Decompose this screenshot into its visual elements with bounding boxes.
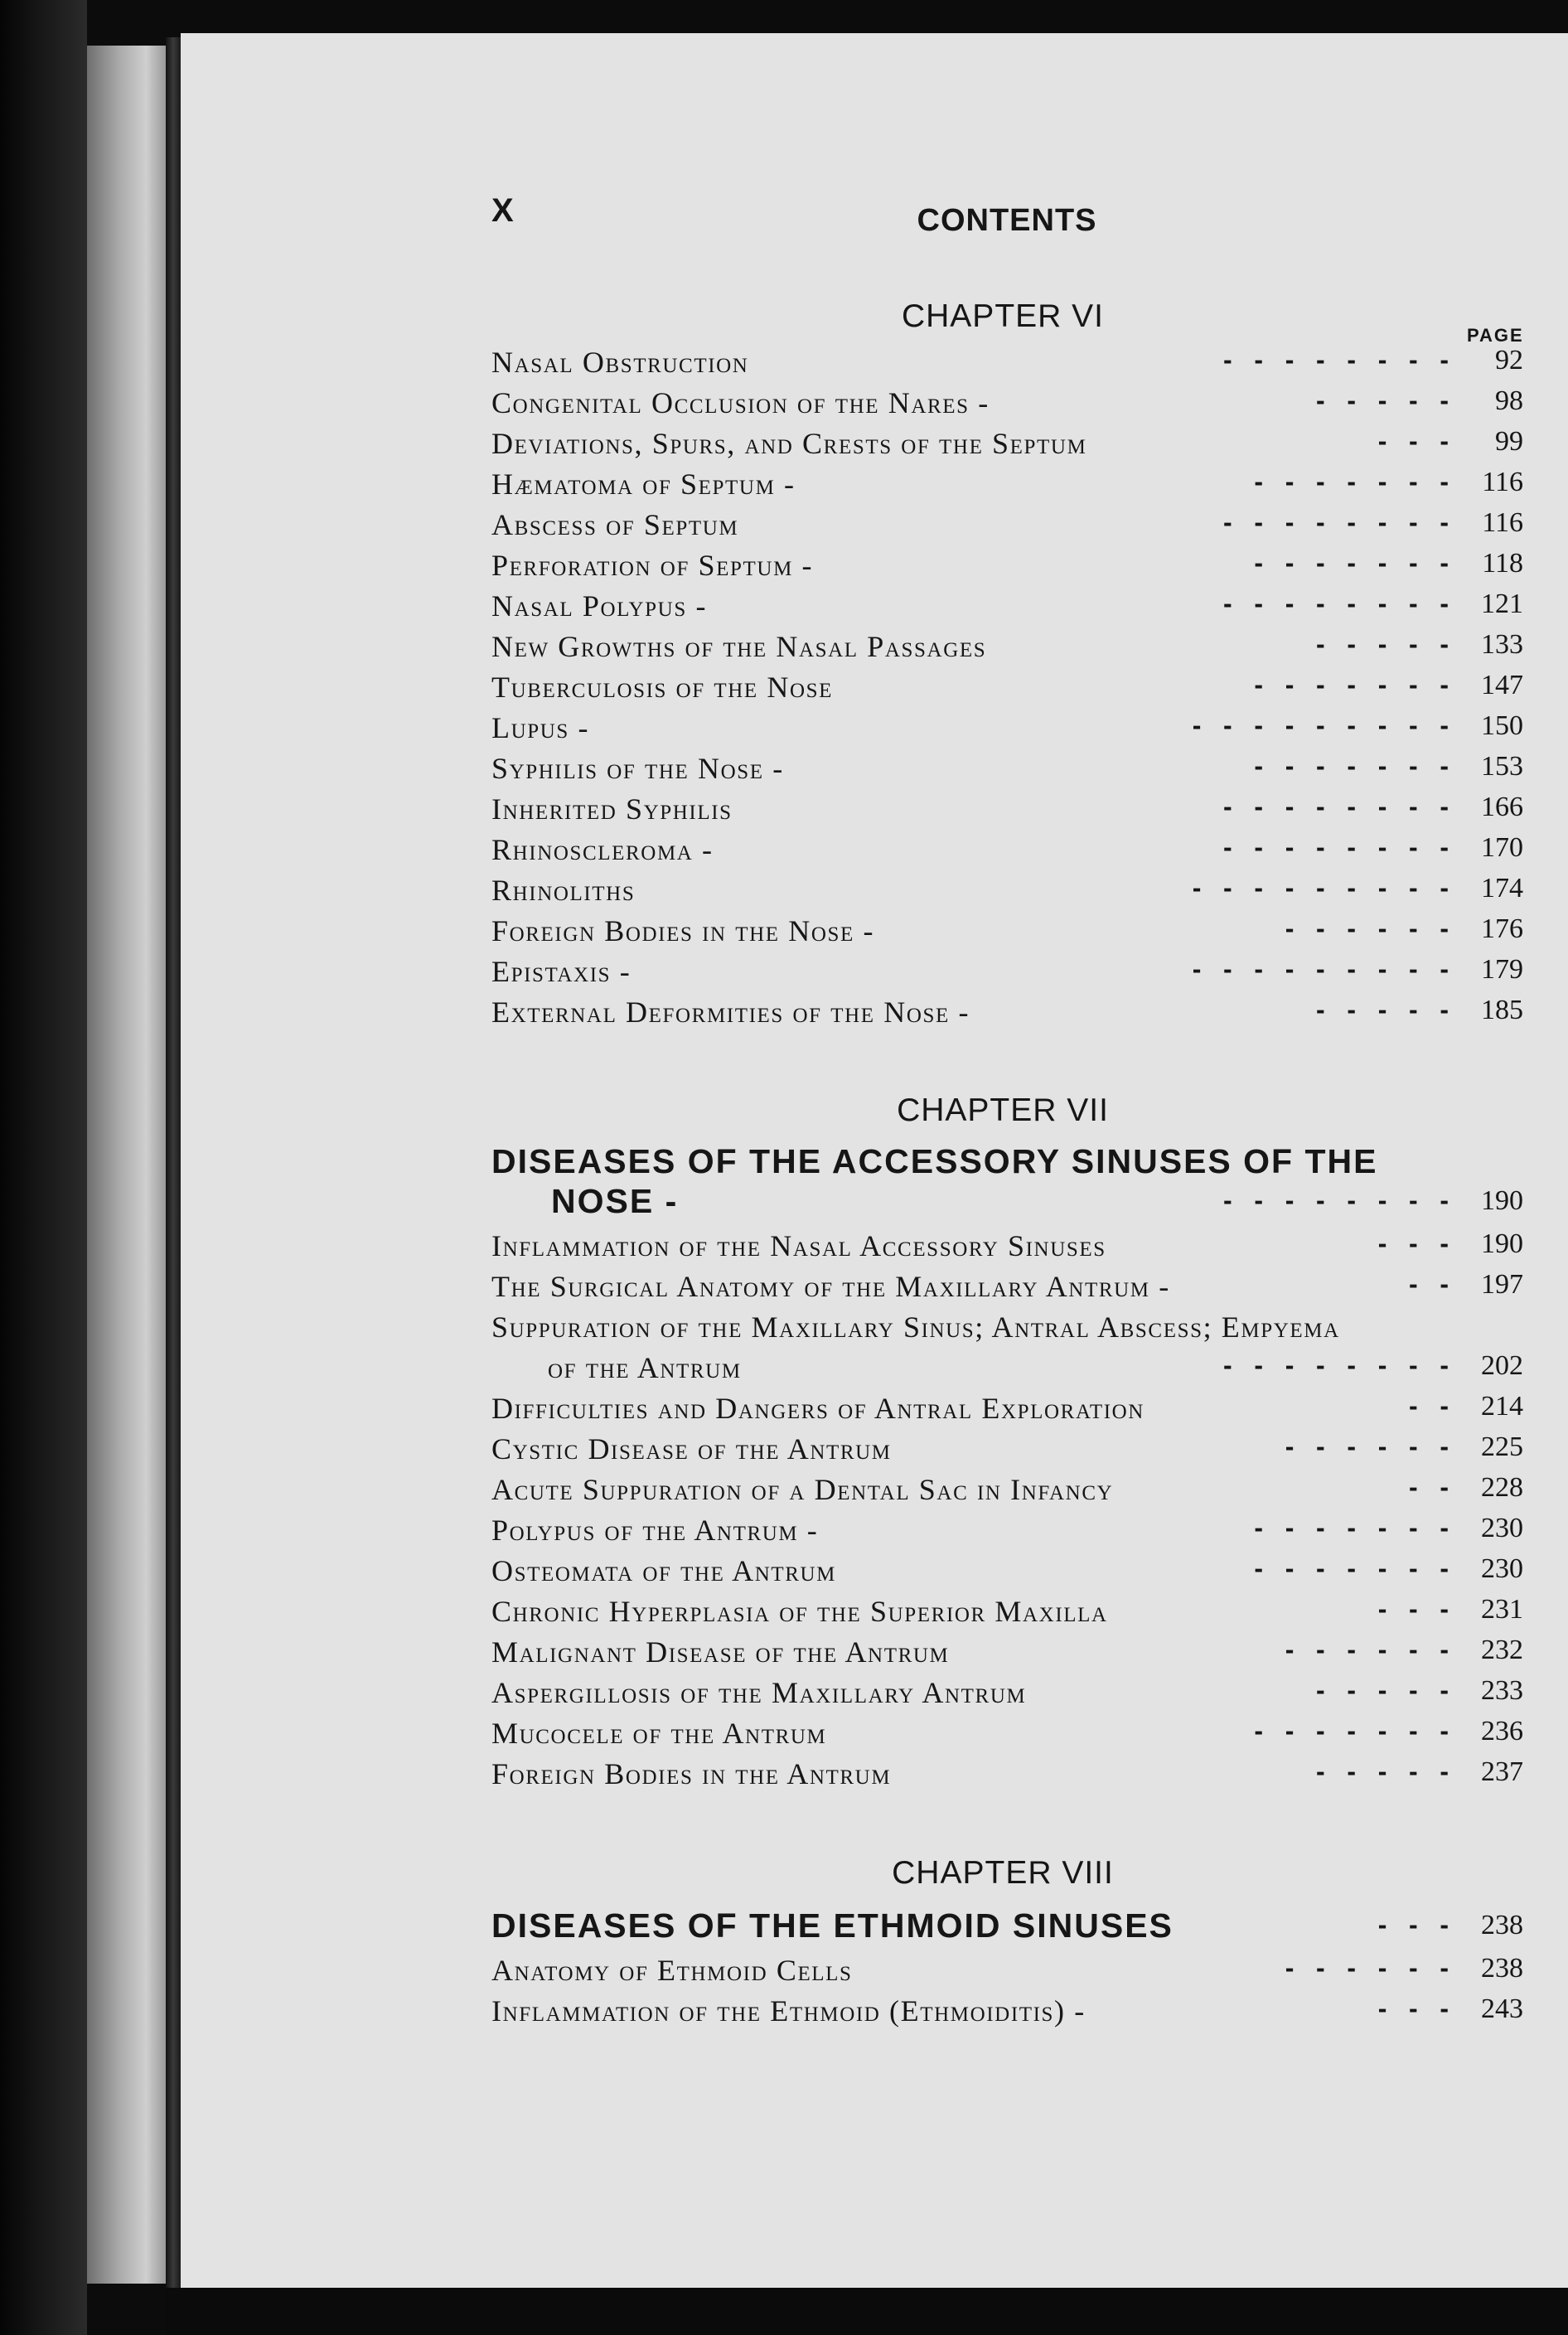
entry-page: 233 [1481,1675,1523,1706]
toc-entry [491,1993,1523,2032]
entry-title: Chronic Hyperplasia of the Superior Maxilla [491,1595,1108,1628]
toc-entry [491,548,1523,586]
entry-title: Syphilis of the Nose - [491,752,784,785]
entry-page: 185 [1481,995,1523,1025]
page-gutter [166,37,181,2292]
dot-leader: - - [1409,1269,1449,1299]
entry-title: of the Antrum [548,1351,742,1384]
dot-leader: - - - - - - - - [1223,1185,1449,1215]
entry-page: 202 [1481,1350,1523,1381]
toc-entry [491,751,1523,789]
toc-entry [491,1472,1523,1510]
toc-entry [491,1513,1523,1551]
entry-title: Aspergillosis of the Maxillary Antrum [491,1676,1027,1709]
entry-page: 228 [1481,1472,1523,1503]
dot-leader: - - - - - - - [1254,1513,1449,1543]
dot-leader: - - - [1377,1594,1449,1624]
toc-entry [491,1756,1523,1795]
entry-title: Polypus of the Antrum - [491,1514,819,1547]
dot-leader: - - - - - - - [1254,1716,1449,1746]
chapter-heading-vi: CHAPTER VI [901,298,1105,334]
dot-leader: - - - - - - - - - [1192,710,1449,740]
entry-page: 230 [1481,1553,1523,1584]
entry-page: 214 [1481,1391,1523,1422]
entry-page: 190 [1481,1185,1523,1216]
toc-entry [491,1310,1523,1348]
dot-leader: - - - - - - [1285,1432,1449,1461]
entry-page: 116 [1482,507,1523,538]
entry-page: 116 [1482,467,1523,497]
dot-leader: - - - - - [1316,629,1449,659]
dot-leader: - - - - - - - - [1223,345,1449,375]
entry-title: Foreign Bodies in the Antrum [491,1757,892,1790]
entry-title: Lupus - [491,711,590,744]
entry-page: 121 [1481,589,1523,619]
dot-leader: - - - - - - - - - [1192,954,1449,984]
toc-entry [491,1594,1523,1632]
entry-page: 231 [1481,1594,1523,1625]
toc-entry [491,1228,1523,1267]
entry-title: Difficulties and Dangers of Antral Exploration [491,1392,1145,1425]
dot-leader: - - - - - [1316,1756,1449,1786]
entry-page: 238 [1481,1910,1523,1940]
dot-leader: - - - - - - - - [1223,507,1449,537]
entry-title: Cystic Disease of the Antrum [491,1432,892,1465]
running-head: CONTENTS [917,203,1097,238]
page-folio: X [491,192,515,229]
dot-leader: - - - - - - - [1254,548,1449,578]
entry-page: 150 [1481,710,1523,741]
toc-entry [491,426,1523,464]
dot-leader: - - - - - [1316,1675,1449,1705]
entry-title: Acute Suppuration of a Dental Sac in Infancy [491,1473,1114,1506]
toc-entry [491,1350,1523,1388]
entry-title: Foreign Bodies in the Nose - [491,914,875,947]
dot-leader: - - - - - - - - [1223,832,1449,862]
entry-title: Mucocele of the Antrum [491,1717,827,1750]
scan-border-left [0,0,87,2335]
toc-entry [491,467,1523,505]
entry-title: Inflammation of the Ethmoid (Ethmoiditis) - [491,1994,1086,2027]
entry-page: 170 [1481,832,1523,863]
dot-leader: - - - [1377,1228,1449,1258]
dot-leader: - - - - - - [1285,1635,1449,1664]
toc-entry [491,1432,1523,1470]
dot-leader: - - - [1377,1993,1449,2023]
toc-entry [491,1675,1523,1713]
entry-page: 238 [1481,1953,1523,1984]
section-title-accessory-sinuses: DISEASES OF THE ACCESSORY SINUSES OF THE [491,1142,1378,1180]
dot-leader: - - - - - - - - [1223,589,1449,618]
toc-entry [491,995,1523,1033]
entry-page: 179 [1481,954,1523,985]
dot-leader: - - - - - - - [1254,751,1449,781]
dot-leader: - - - - - - - [1254,1553,1449,1583]
dot-leader: - - - [1377,426,1449,456]
entry-page: 174 [1481,873,1523,903]
toc-entry [491,792,1523,830]
entry-title: Nasal Polypus - [491,589,708,623]
dot-leader: - - - - - [1316,385,1449,415]
dot-leader: - - - - - - - - [1223,792,1449,821]
toc-entry [491,385,1523,424]
toc-entry [491,1635,1523,1673]
entry-title: Anatomy of Ethmoid Cells [491,1954,853,1987]
entry-page: 237 [1481,1756,1523,1787]
entry-title: Epistaxis - [491,955,632,988]
entry-title: Rhinoliths [491,874,636,907]
chapter-heading-viii: CHAPTER VIII [892,1855,1114,1891]
dot-leader: - - - - - - - - [1223,1350,1449,1380]
dot-leader: - - [1409,1472,1449,1502]
section-entry-nose [491,1182,1523,1223]
toc-entry [491,1391,1523,1429]
entry-page: 92 [1495,345,1523,375]
dot-leader: - - - [1377,1910,1449,1940]
dot-leader: - - - - - [1316,995,1449,1025]
section-title-ethmoid-sinuses: DISEASES OF THE ETHMOID SINUSES [491,1906,1174,1945]
entry-page: 232 [1481,1635,1523,1665]
entry-title: Malignant Disease of the Antrum [491,1635,950,1669]
toc-entry [491,873,1523,911]
entry-title: Hæmatoma of Septum - [491,467,796,501]
entry-title: Rhinoscleroma - [491,833,714,866]
entry-title: Abscess of Septum [491,508,739,541]
toc-entry [491,589,1523,627]
toc-entry [491,670,1523,708]
entry-title: Suppuration of the Maxillary Sinus; Antral Abscess; Empyema [491,1310,1340,1344]
toc-entry [491,954,1523,992]
toc-entry [491,710,1523,748]
dot-leader: - - - - - - - - - [1192,873,1449,903]
dot-leader: - - - - - - [1285,913,1449,943]
toc-entry [491,507,1523,545]
toc-entry [491,1553,1523,1591]
toc-entry [491,1269,1523,1307]
section-entry-ethmoid [491,1906,1523,1948]
entry-page: 176 [1481,913,1523,944]
toc-entry [491,832,1523,870]
scan-border-bottom [166,2288,1568,2335]
entry-title: Perforation of Septum - [491,549,814,582]
toc-entry [491,1953,1523,1991]
toc-entry [491,345,1523,383]
toc-entry [491,913,1523,952]
page-column-label: PAGE [1467,325,1524,346]
entry-page: 236 [1481,1716,1523,1746]
entry-title: Tuberculosis of the Nose [491,671,834,704]
dot-leader: - - - - - - - [1254,467,1449,497]
entry-title: External Deformities of the Nose - [491,996,970,1029]
toc-entry [491,629,1523,667]
entry-page: 153 [1481,751,1523,782]
entry-title: Osteomata of the Antrum [491,1554,836,1587]
toc-entry [491,1716,1523,1754]
chapter-heading-vii: CHAPTER VII [897,1092,1109,1128]
entry-page: 118 [1482,548,1523,579]
entry-page: 147 [1481,670,1523,700]
entry-title: Inflammation of the Nasal Accessory Sinuses [491,1229,1106,1262]
entry-title: NOSE - [551,1182,679,1220]
dot-leader: - - - - - - [1285,1953,1449,1983]
entry-title: New Growths of the Nasal Passages [491,630,987,663]
entry-title: The Surgical Anatomy of the Maxillary Antrum - [491,1270,1170,1303]
book-spine [87,46,166,2284]
entry-page: 197 [1481,1269,1523,1300]
dot-leader: - - - - - - - [1254,670,1449,700]
entry-title: Inherited Syphilis [491,792,733,826]
entry-page: 133 [1481,629,1523,660]
entry-page: 98 [1495,385,1523,416]
entry-page: 99 [1495,426,1523,457]
entry-page: 190 [1481,1228,1523,1259]
entry-page: 230 [1481,1513,1523,1543]
dot-leader: - - [1409,1391,1449,1421]
entry-title: Congenital Occlusion of the Nares - [491,386,990,419]
entry-page: 225 [1481,1432,1523,1462]
entry-page: 243 [1481,1993,1523,2024]
entry-title: Nasal Obstruction [491,346,749,379]
entry-title: Deviations, Spurs, and Crests of the Septum [491,427,1087,460]
entry-page: 166 [1481,792,1523,822]
